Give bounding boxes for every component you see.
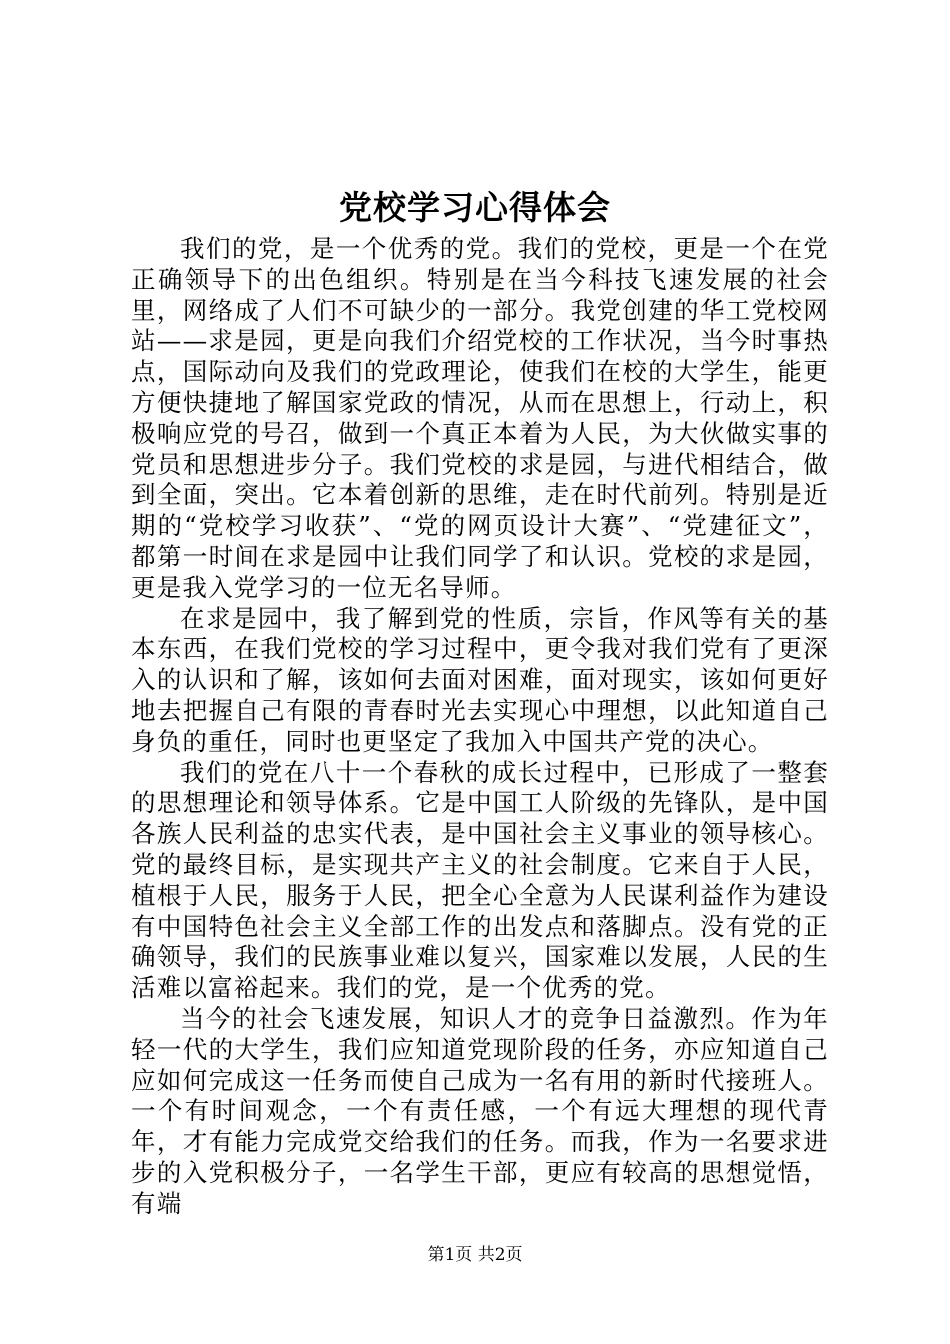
paragraph-3: 我们的党在八十一个春秋的成长过程中，已形成了一整套的思想理论和领导体系。它是中国工人阶级的先锋队，是中国各族人民利益的忠实代表，是中国社会主义事业的领导核心。党的最终目标，是实现共产主义的社会制度。它来自于人民，植根于人民，服务于人民，把全心全意为人民谋利益作为建设有中国特色社会主义全部工作的出发点和落脚点。没有党的正确领导，我们的民族事业难以复兴，国家难以发展，人民的生活难以富裕起来。我们的党，是一个优秀的党。 <box>131 757 829 1003</box>
document-body <box>131 234 829 1220</box>
paragraph-1: 我们的党，是一个优秀的党。我们的党校，更是一个在党正确领导下的出色组织。特别是在当今科技飞速发展的社会里，网络成了人们不可缺少的一部分。我党创建的华工党校网站——求是园，更是向我们介绍党校的工作状况，当今时事热点，国际动向及我们的党政理论，使我们在校的大学生，能更方便快捷地了解国家党政的情况，从而在思想上，行动上，积极响应党的号召，做到一个真正本着为人民，为大伙做实事的党员和思想进步分子。我们党校的求是园，与进代相结合，做到全面，突出。它本着创新的思维，走在时代前列。特别是近期的“党校学习收获”、“党的网页设计大赛”、“党建征文”，都第一时间在求是园中让我们同学了和认识。党校的求是园，更是我入党学习的一位无名导师。 <box>131 234 829 602</box>
document-title: 党校学习心得体会 <box>339 188 611 227</box>
paragraph-2: 在求是园中，我了解到党的性质，宗旨，作风等有关的基本东西，在我们党校的学习过程中，更令我对我们党有了更深入的认识和了解，该如何去面对困难，面对现实，该如何更好地去把握自己有限的青春时光去实现心中理想，以此知道自己身负的重任，同时也更坚定了我加入中国共产党的决心。 <box>131 603 829 756</box>
page-number-footer: 第1页 共2页 <box>427 1245 523 1265</box>
paragraph-4: 当今的社会飞速发展，知识人才的竞争日益激烈。作为年轻一代的大学生，我们应知道党现阶段的任务，亦应知道自己应如何完成这一任务而使自己成为一名有用的新时代接班人。一个有时间观念，一个有责任感，一个有远大理想的现代青年，才有能力完成党交给我们的任务。而我，作为一名要求进步的入党积极分子，一名学生干部，更应有较高的思想觉悟，有端 <box>131 1003 829 1218</box>
